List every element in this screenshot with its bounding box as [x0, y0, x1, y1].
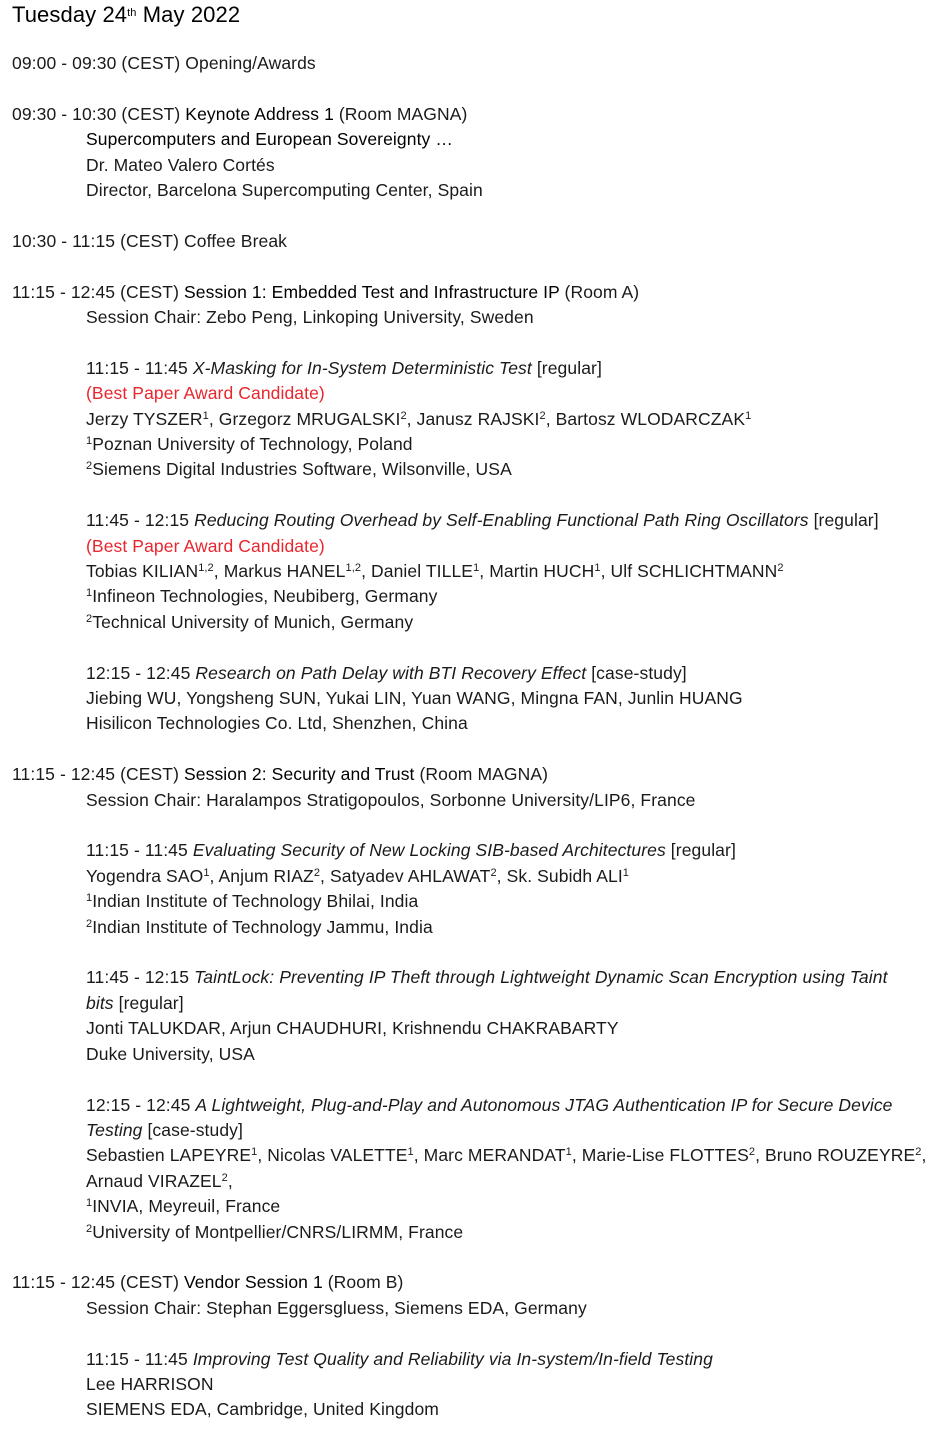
best-paper-badge: (Best Paper Award Candidate) [86, 535, 325, 556]
paper-title-line: 11:45 - 12:15 Reducing Routing Overhead by Self-Enabling Functional Path Ring Oscillators [regular] [86, 510, 879, 531]
keynote-affiliation: Director, Barcelona Supercomputing Center, Spain [86, 180, 483, 201]
session-1-chair: Session Chair: Zebo Peng, Linkoping University, Sweden [86, 307, 534, 328]
paper-authors: Tobias KILIAN$^{1,2}$, Markus HANEL$^{1,2}$, Daniel TILLE$^1$, Martin HUCH$^1$, Ulf SCHLICHTMANN$^2$ [86, 561, 784, 582]
paper-affiliation: Duke University, USA [86, 1043, 255, 1064]
keynote-talk: Supercomputers and European Sovereignty … [86, 129, 453, 150]
paper-authors: Jonti TALUKDAR, Arjun CHAUDHURI, Krishnendu CHAKRABARTY [86, 1018, 619, 1039]
opening-entry: 09:00 - 09:30 (CEST) Opening/Awards [12, 53, 316, 73]
session-2-header: 11:15 - 12:45 (CEST) Session 2: Security and Trust (Room MAGNA) [12, 764, 549, 785]
keynote-title: Keynote Address 1 [185, 103, 334, 124]
paper-affiliation: $^2$Technical University of Munich, Germany [86, 611, 414, 632]
paper-title-line: 12:15 - 12:45 Research on Path Delay with BTI Recovery Effect [case-study] [86, 662, 687, 683]
session-2-title: Session 2: Security and Trust [184, 764, 415, 785]
session-2-chair: Session Chair: Haralampos Stratigopoulos, Sorbonne University/LIP6, France [86, 789, 696, 810]
paper-title-line: bits [regular] [86, 992, 184, 1013]
paper-title-line: Testing [case-study] [86, 1119, 243, 1140]
paper-affiliation: Hisilicon Technologies Co. Ltd, Shenzhen, China [86, 713, 468, 734]
paper-authors: Jerzy TYSZER$^1$, Grzegorz MRUGALSKI$^2$, Janusz RAJSKI$^2$, Bartosz WLODARCZAK$^1$ [86, 408, 752, 429]
paper-authors: Sebastien LAPEYRE$^1$, Nicolas VALETTE$^1$, Marc MERANDAT$^1$, Marie-Lise FLOTTES$^2$, Bruno ROUZEYRE$^2$, [86, 1145, 927, 1166]
paper-affiliation: $^2$Indian Institute of Technology Jammu, India [86, 916, 433, 937]
paper-title-line: 11:15 - 11:45 X-Masking for In-System Deterministic Test [regular] [86, 357, 602, 378]
vendor-session-title: Vendor Session 1 [184, 1272, 323, 1293]
paper-affiliation: $^2$Siemens Digital Industries Software, Wilsonville, USA [86, 459, 512, 480]
paper-title-line: 11:15 - 11:45 Evaluating Security of New Locking SIB-based Architectures [regular] [86, 840, 736, 861]
keynote-speaker: Dr. Mateo Valero Cortés [86, 154, 275, 175]
coffee-break-entry: 10:30 - 11:15 (CEST) Coffee Break [12, 230, 288, 251]
paper-affiliation: $^1$Infineon Technologies, Neubiberg, Germany [86, 586, 438, 607]
paper-authors: Lee HARRISON [86, 1373, 214, 1394]
paper-affiliation: $^1$Indian Institute of Technology Bhilai, India [86, 891, 419, 912]
paper-authors: Arnaud VIRAZEL$^2$, [86, 1170, 233, 1191]
day-heading: Tuesday 24th May 2022 [12, 2, 241, 27]
paper-title-line: 12:15 - 12:45 A Lightweight, Plug-and-Play and Autonomous JTAG Authentication IP for Secure Device [86, 1094, 893, 1115]
vendor-session-header: 11:15 - 12:45 (CEST) Vendor Session 1 (Room B) [12, 1272, 404, 1293]
paper-title-line: 11:45 - 12:15 TaintLock: Preventing IP Theft through Lightweight Dynamic Scan Encryption using Taint [86, 967, 888, 988]
paper-authors: Yogendra SAO$^1$, Anjum RIAZ$^2$, Satyadev AHLAWAT$^2$, Sk. Subidh ALI$^1$ [86, 865, 629, 886]
paper-affiliation: SIEMENS EDA, Cambridge, United Kingdom [86, 1399, 439, 1420]
paper-title-line: 11:15 - 11:45 Improving Test Quality and Reliability via In-system/In-field Testing [86, 1348, 713, 1369]
session-1-header: 11:15 - 12:45 (CEST) Session 1: Embedded Test and Infrastructure IP (Room A) [12, 281, 640, 302]
paper-authors: Jiebing WU, Yongsheng SUN, Yukai LIN, Yuan WANG, Mingna FAN, Junlin HUANG [86, 688, 743, 709]
keynote-header: 09:30 - 10:30 (CEST) Keynote Address 1 (Room MAGNA) [12, 103, 468, 124]
session-1-title: Session 1: Embedded Test and Infrastructure IP [184, 281, 560, 302]
vendor-session-chair: Session Chair: Stephan Eggersgluess, Siemens EDA, Germany [86, 1297, 587, 1318]
paper-affiliation: $^1$INVIA, Meyreuil, France [86, 1196, 281, 1217]
best-paper-badge: (Best Paper Award Candidate) [86, 383, 325, 404]
paper-affiliation: $^1$Poznan University of Technology, Poland [86, 434, 413, 455]
paper-affiliation: $^2$University of Montpellier/CNRS/LIRMM, France [86, 1221, 464, 1242]
